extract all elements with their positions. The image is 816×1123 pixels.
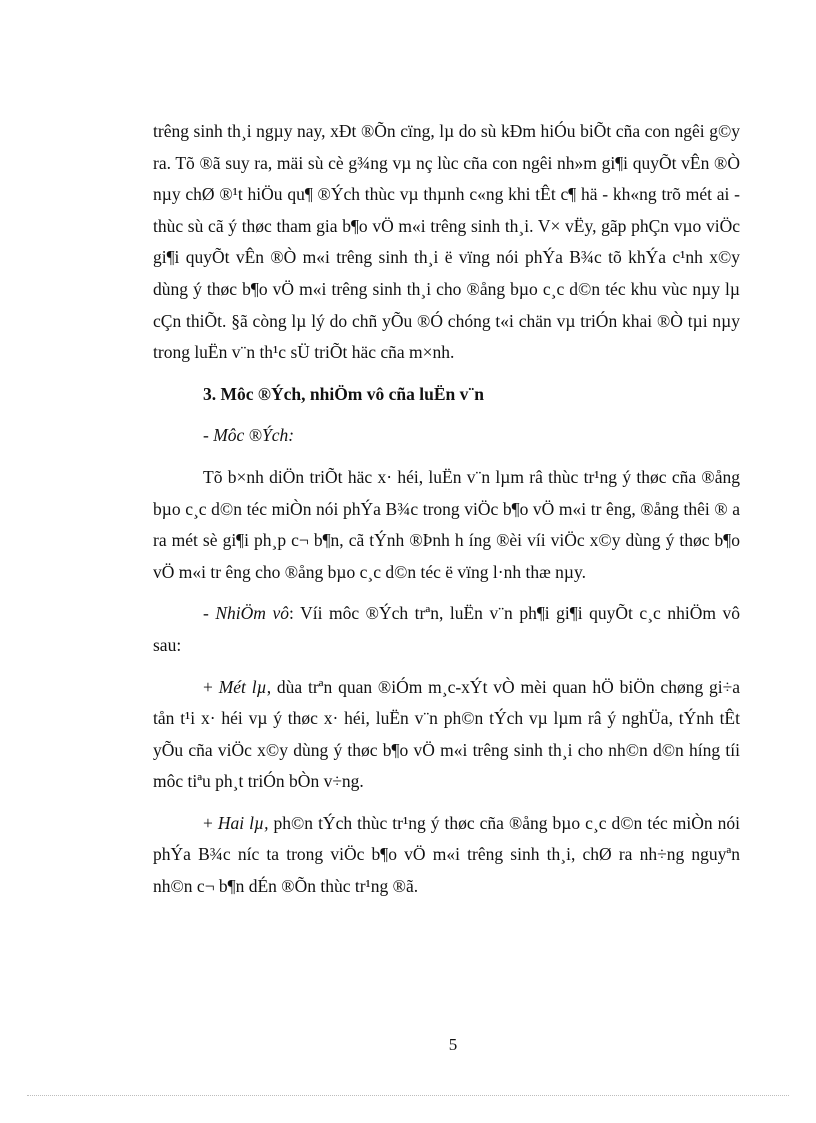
tasks-label: NhiÖm vô [215,603,289,624]
body-text [153,116,740,903]
task-two-label: Hai lµ, [217,812,269,833]
paragraph-tasks [153,598,740,661]
task-two-prefix: + [203,812,218,833]
task-one-label: Mét lµ [218,676,267,697]
paragraph-task-one [153,672,740,798]
paragraph-rationale: trêng sinh th¸i ngµy nay, xÐt ®Õn cïng, lµ do sù kÐm hiÓu biÕt cña con ngêi g©y ra. Tõ ®ã suy ra, mäi sù cè g¾ng vµ nç lùc cña con ngêi nh»m gi¶i quyÕt vÊn ®Ò nµy chØ ®¹t hiÖu qu¶ ®Ých thùc vµ thµnh c«ng khi tÊt c¶ hä - kh«ng trõ mét ai - thùc sù cã ý thøc tham gia b¶o vÖ m«i trêng sinh th¸i. V× vËy, gãp phÇn vµo viÖc gi¶i quyÕt vÊn ®Ò m«i trêng sinh th¸i ë vïng nói phÝa B¾c tõ khÝa c¹nh x©y dùng ý thøc b¶o vÖ m«i trêng sinh th¸i cho ®ång bµo c¸c d©n téc khu vùc nµy lµ cÇn thiÕt. §ã còng lµ lý do chñ yÕu ®Ó chóng t«i chän vµ triÓn khai ®Ò tµi nµy trong luËn v¨n th¹c sÜ triÕt häc cña m×nh. [153,121,740,363]
tasks-text: : Víi môc ®Ých trªn, luËn v¨n ph¶i gi¶i quyÕt c¸c nhiÖm vô sau: [153,603,740,655]
purpose-label: - Môc ®Ých: [203,425,295,446]
task-one-text: , dùa trªn quan ®iÓm m¸c-xÝt vÒ mèi quan hÖ biÖn chøng gi÷a tån t¹i x· héi vµ ý thøc x· héi, luËn v¨n ph©n tÝch vµ lµm râ ý nghÜa, tÝnh tÊt yÕu cña viÖc x©y dùng ý thøc b¶o vÖ m«i trêng sinh th¸i cho nh©n d©n híng tíi môc tiªu ph¸t triÓn bÒn v÷ng. [153,676,741,792]
paragraph-task-two [153,808,740,903]
page-number: 5 [448,1035,458,1054]
page-bottom-divider [27,1095,789,1096]
section-heading: 3. Môc ®Ých, nhiÖm vô cña luËn v¨n [203,383,484,404]
paragraph-purpose: Tõ b×nh diÖn triÕt häc x· héi, luËn v¨n lµm râ thùc tr¹ng ý thøc cña ®ång bµo c¸c d©n téc miÒn nói phÝa B¾c trong viÖc b¶o vÖ m«i tr êng, ®ång thêi ® a ra mét sè gi¶i ph¸p c¬ b¶n, cã tÝnh ®Þnh h íng ®èi víi viÖc x©y dùng ý thøc b¶o vÖ m«i tr êng cho ®ång bµo c¸c d©n téc ë vïng l·nh thæ nµy. [153,466,740,582]
task-one-prefix: + [203,676,219,697]
tasks-prefix: - [203,603,216,624]
task-two-text: ph©n tÝch thùc tr¹ng ý thøc cña ®ång bµo c¸c d©n téc miÒn nói phÝa B¾c níc ta trong viÖc b¶o vÖ m«i trêng sinh th¸i, chØ ra nh÷ng nguyªn nh©n c¬ b¶n dÉn ®Õn thùc tr¹ng ®ã. [153,812,740,897]
